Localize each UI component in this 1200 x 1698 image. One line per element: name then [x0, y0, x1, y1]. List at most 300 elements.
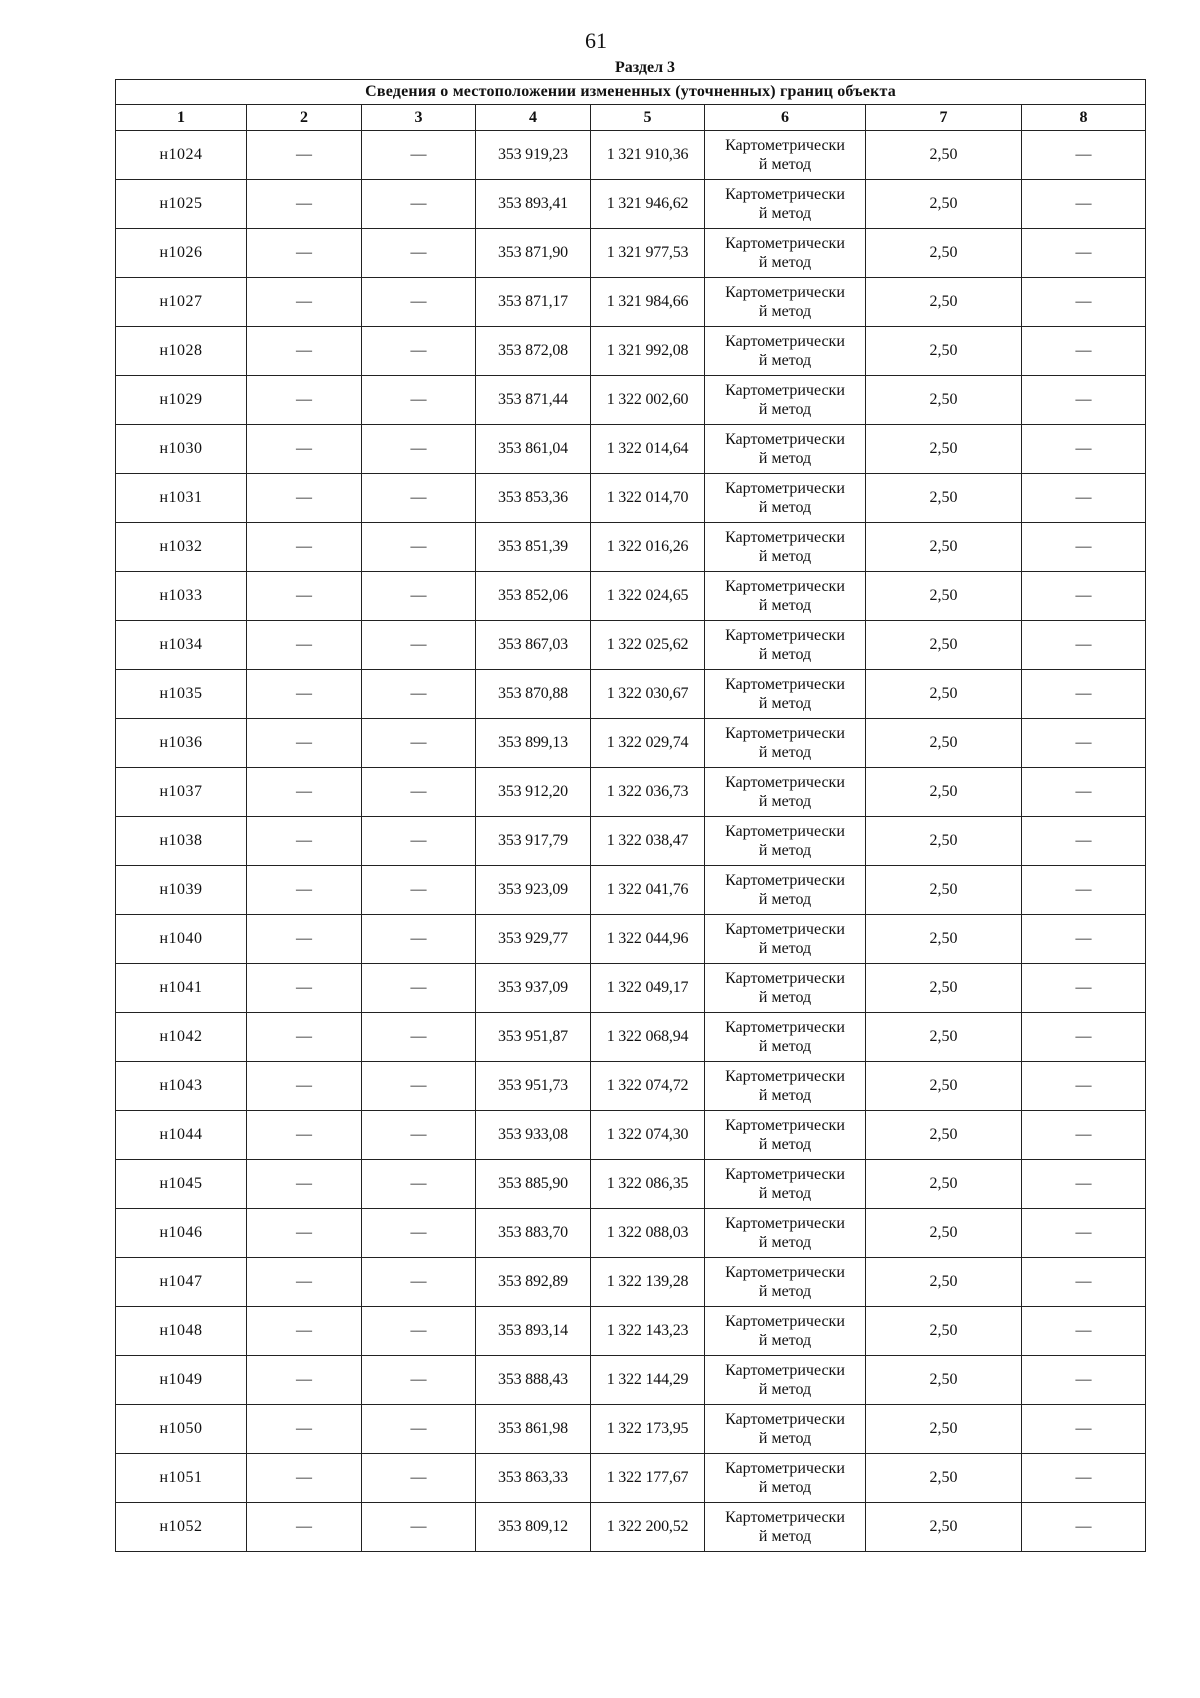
column-8-cell: —	[1022, 327, 1146, 376]
column-3-cell: —	[362, 376, 476, 425]
method-line-2: й метод	[758, 1136, 812, 1153]
y-coordinate-cell: 1 321 984,66	[591, 278, 705, 327]
column-8-cell: —	[1022, 474, 1146, 523]
y-coordinate-cell: 1 322 041,76	[591, 866, 705, 915]
x-coordinate-cell: 353 951,87	[476, 1013, 591, 1062]
x-coordinate-cell: 353 809,12	[476, 1503, 591, 1552]
method-line-2: й метод	[758, 1185, 812, 1202]
method-cell	[705, 1160, 866, 1209]
accuracy-cell: 2,50	[866, 1209, 1022, 1258]
method-line-1: Картометрически	[725, 137, 845, 154]
method-line-1: Картометрически	[725, 1362, 845, 1379]
method-line-1: Картометрически	[725, 1460, 845, 1477]
column-3-cell: —	[362, 817, 476, 866]
method-line-2: й метод	[758, 1381, 812, 1398]
method-cell	[705, 1111, 866, 1160]
table-row	[116, 866, 1146, 915]
method-line-1: Картометрически	[725, 725, 845, 742]
method-line-2: й метод	[758, 597, 812, 614]
method-line-2: й метод	[758, 940, 812, 957]
point-number-cell: н1033	[116, 572, 247, 621]
method-cell	[705, 1503, 866, 1552]
column-3-cell: —	[362, 572, 476, 621]
method-cell	[705, 1405, 866, 1454]
method-line-2: й метод	[758, 401, 812, 418]
section-title: Раздел 3	[614, 59, 676, 76]
method-cell	[705, 768, 866, 817]
table-row	[116, 1454, 1146, 1503]
accuracy-cell: 2,50	[866, 425, 1022, 474]
column-2-cell: —	[247, 621, 362, 670]
column-number: 1	[116, 105, 247, 131]
column-3-cell: —	[362, 915, 476, 964]
point-number-cell: н1047	[116, 1258, 247, 1307]
column-8-cell: —	[1022, 572, 1146, 621]
point-number-cell: н1044	[116, 1111, 247, 1160]
x-coordinate-cell: 353 919,23	[476, 131, 591, 180]
method-line-1: Картометрически	[725, 1166, 845, 1183]
column-2-cell: —	[247, 1209, 362, 1258]
table-row	[116, 915, 1146, 964]
method-line-2: й метод	[758, 695, 812, 712]
x-coordinate-cell: 353 929,77	[476, 915, 591, 964]
accuracy-cell: 2,50	[866, 1160, 1022, 1209]
table-row	[116, 180, 1146, 229]
column-8-cell: —	[1022, 866, 1146, 915]
column-number-row	[116, 105, 1146, 131]
column-3-cell: —	[362, 1356, 476, 1405]
x-coordinate-cell: 353 888,43	[476, 1356, 591, 1405]
method-line-1: Картометрически	[725, 333, 845, 350]
point-number-cell: н1036	[116, 719, 247, 768]
table-row	[116, 768, 1146, 817]
table-row	[116, 1160, 1146, 1209]
point-number-cell: н1039	[116, 866, 247, 915]
x-coordinate-cell: 353 867,03	[476, 621, 591, 670]
column-3-cell: —	[362, 1111, 476, 1160]
column-8-cell: —	[1022, 1209, 1146, 1258]
point-number-cell: н1038	[116, 817, 247, 866]
column-2-cell: —	[247, 915, 362, 964]
method-line-2: й метод	[758, 254, 812, 271]
point-number-cell: н1051	[116, 1454, 247, 1503]
column-2-cell: —	[247, 523, 362, 572]
column-2-cell: —	[247, 1013, 362, 1062]
column-8-cell: —	[1022, 768, 1146, 817]
method-cell	[705, 915, 866, 964]
column-2-cell: —	[247, 180, 362, 229]
method-line-2: й метод	[758, 744, 812, 761]
table-body	[116, 131, 1146, 1552]
column-number: 4	[476, 105, 591, 131]
point-number-cell: н1041	[116, 964, 247, 1013]
method-cell	[705, 1062, 866, 1111]
table-row	[116, 1307, 1146, 1356]
table-row	[116, 131, 1146, 180]
column-8-cell: —	[1022, 1062, 1146, 1111]
column-2-cell: —	[247, 1307, 362, 1356]
column-2-cell: —	[247, 1405, 362, 1454]
method-line-2: й метод	[758, 1038, 812, 1055]
point-number-cell: н1026	[116, 229, 247, 278]
column-3-cell: —	[362, 1405, 476, 1454]
accuracy-cell: 2,50	[866, 915, 1022, 964]
column-2-cell: —	[247, 1160, 362, 1209]
method-line-1: Картометрически	[725, 1264, 845, 1281]
y-coordinate-cell: 1 322 002,60	[591, 376, 705, 425]
column-2-cell: —	[247, 1356, 362, 1405]
method-cell	[705, 1258, 866, 1307]
column-3-cell: —	[362, 278, 476, 327]
column-3-cell: —	[362, 523, 476, 572]
y-coordinate-cell: 1 322 038,47	[591, 817, 705, 866]
accuracy-cell: 2,50	[866, 1454, 1022, 1503]
column-8-cell: —	[1022, 1503, 1146, 1552]
column-3-cell: —	[362, 670, 476, 719]
method-line-2: й метод	[758, 1087, 812, 1104]
x-coordinate-cell: 353 899,13	[476, 719, 591, 768]
point-number-cell: н1043	[116, 1062, 247, 1111]
method-cell	[705, 523, 866, 572]
table-caption: Сведения о местоположении измененных (уточненных) границ объекта	[116, 80, 1146, 105]
column-8-cell: —	[1022, 964, 1146, 1013]
accuracy-cell: 2,50	[866, 1258, 1022, 1307]
column-2-cell: —	[247, 670, 362, 719]
column-8-cell: —	[1022, 1356, 1146, 1405]
method-cell	[705, 180, 866, 229]
method-line-2: й метод	[758, 646, 812, 663]
accuracy-cell: 2,50	[866, 670, 1022, 719]
y-coordinate-cell: 1 321 910,36	[591, 131, 705, 180]
x-coordinate-cell: 353 885,90	[476, 1160, 591, 1209]
column-3-cell: —	[362, 474, 476, 523]
column-3-cell: —	[362, 425, 476, 474]
method-line-1: Картометрически	[725, 676, 845, 693]
column-8-cell: —	[1022, 621, 1146, 670]
method-line-1: Картометрически	[725, 823, 845, 840]
method-cell	[705, 964, 866, 1013]
method-line-2: й метод	[758, 303, 812, 320]
method-line-2: й метод	[758, 842, 812, 859]
y-coordinate-cell: 1 322 139,28	[591, 1258, 705, 1307]
accuracy-cell: 2,50	[866, 1356, 1022, 1405]
table-row	[116, 1503, 1146, 1552]
y-coordinate-cell: 1 322 016,26	[591, 523, 705, 572]
point-number-cell: н1040	[116, 915, 247, 964]
table-row	[116, 229, 1146, 278]
column-3-cell: —	[362, 1062, 476, 1111]
table-row	[116, 964, 1146, 1013]
method-cell	[705, 572, 866, 621]
point-number-cell: н1050	[116, 1405, 247, 1454]
method-line-1: Картометрически	[725, 529, 845, 546]
accuracy-cell: 2,50	[866, 621, 1022, 670]
x-coordinate-cell: 353 871,44	[476, 376, 591, 425]
column-2-cell: —	[247, 719, 362, 768]
method-line-2: й метод	[758, 1528, 812, 1545]
accuracy-cell: 2,50	[866, 229, 1022, 278]
x-coordinate-cell: 353 912,20	[476, 768, 591, 817]
method-cell	[705, 1454, 866, 1503]
column-2-cell: —	[247, 327, 362, 376]
column-3-cell: —	[362, 866, 476, 915]
method-cell	[705, 670, 866, 719]
method-cell	[705, 229, 866, 278]
accuracy-cell: 2,50	[866, 376, 1022, 425]
y-coordinate-cell: 1 322 044,96	[591, 915, 705, 964]
x-coordinate-cell: 353 937,09	[476, 964, 591, 1013]
column-2-cell: —	[247, 1062, 362, 1111]
point-number-cell: н1032	[116, 523, 247, 572]
method-line-2: й метод	[758, 793, 812, 810]
method-line-1: Картометрически	[725, 1068, 845, 1085]
table-row	[116, 670, 1146, 719]
method-line-1: Картометрически	[725, 186, 845, 203]
accuracy-cell: 2,50	[866, 1503, 1022, 1552]
column-8-cell: —	[1022, 131, 1146, 180]
method-line-2: й метод	[758, 989, 812, 1006]
point-number-cell: н1045	[116, 1160, 247, 1209]
column-8-cell: —	[1022, 915, 1146, 964]
x-coordinate-cell: 353 872,08	[476, 327, 591, 376]
x-coordinate-cell: 353 861,98	[476, 1405, 591, 1454]
method-line-1: Картометрически	[725, 235, 845, 252]
column-3-cell: —	[362, 1454, 476, 1503]
table-row	[116, 327, 1146, 376]
y-coordinate-cell: 1 322 024,65	[591, 572, 705, 621]
column-2-cell: —	[247, 1111, 362, 1160]
method-line-1: Картометрически	[725, 578, 845, 595]
table-row	[116, 278, 1146, 327]
method-line-1: Картометрически	[725, 284, 845, 301]
y-coordinate-cell: 1 322 177,67	[591, 1454, 705, 1503]
method-line-1: Картометрически	[725, 1019, 845, 1036]
point-number-cell: н1035	[116, 670, 247, 719]
column-2-cell: —	[247, 964, 362, 1013]
column-3-cell: —	[362, 621, 476, 670]
method-line-1: Картометрически	[725, 1215, 845, 1232]
column-2-cell: —	[247, 425, 362, 474]
accuracy-cell: 2,50	[866, 719, 1022, 768]
boundary-table	[115, 79, 1146, 1552]
column-number: 8	[1022, 105, 1146, 131]
point-number-cell: н1049	[116, 1356, 247, 1405]
table-row	[116, 1405, 1146, 1454]
method-line-2: й метод	[758, 352, 812, 369]
column-number: 6	[705, 105, 866, 131]
column-3-cell: —	[362, 1209, 476, 1258]
column-8-cell: —	[1022, 180, 1146, 229]
method-line-1: Картометрически	[725, 431, 845, 448]
column-3-cell: —	[362, 1160, 476, 1209]
column-8-cell: —	[1022, 670, 1146, 719]
point-number-cell: н1028	[116, 327, 247, 376]
y-coordinate-cell: 1 322 143,23	[591, 1307, 705, 1356]
column-8-cell: —	[1022, 229, 1146, 278]
column-8-cell: —	[1022, 719, 1146, 768]
column-8-cell: —	[1022, 1160, 1146, 1209]
method-cell	[705, 1307, 866, 1356]
y-coordinate-cell: 1 322 173,95	[591, 1405, 705, 1454]
column-2-cell: —	[247, 1258, 362, 1307]
column-2-cell: —	[247, 131, 362, 180]
x-coordinate-cell: 353 893,14	[476, 1307, 591, 1356]
method-line-2: й метод	[758, 1283, 812, 1300]
column-8-cell: —	[1022, 1258, 1146, 1307]
method-cell	[705, 866, 866, 915]
column-3-cell: —	[362, 1307, 476, 1356]
column-2-cell: —	[247, 1503, 362, 1552]
method-line-2: й метод	[758, 1479, 812, 1496]
method-line-1: Картометрически	[725, 970, 845, 987]
column-8-cell: —	[1022, 1013, 1146, 1062]
column-3-cell: —	[362, 131, 476, 180]
method-cell	[705, 1209, 866, 1258]
point-number-cell: н1052	[116, 1503, 247, 1552]
column-2-cell: —	[247, 866, 362, 915]
method-cell	[705, 1356, 866, 1405]
method-line-1: Картометрически	[725, 1117, 845, 1134]
y-coordinate-cell: 1 322 068,94	[591, 1013, 705, 1062]
y-coordinate-cell: 1 322 144,29	[591, 1356, 705, 1405]
point-number-cell: н1037	[116, 768, 247, 817]
x-coordinate-cell: 353 933,08	[476, 1111, 591, 1160]
point-number-cell: н1025	[116, 180, 247, 229]
table-row	[116, 474, 1146, 523]
x-coordinate-cell: 353 893,41	[476, 180, 591, 229]
point-number-cell: н1034	[116, 621, 247, 670]
accuracy-cell: 2,50	[866, 327, 1022, 376]
point-number-cell: н1027	[116, 278, 247, 327]
point-number-cell: н1042	[116, 1013, 247, 1062]
y-coordinate-cell: 1 322 030,67	[591, 670, 705, 719]
method-cell	[705, 278, 866, 327]
point-number-cell: н1029	[116, 376, 247, 425]
accuracy-cell: 2,50	[866, 1013, 1022, 1062]
y-coordinate-cell: 1 322 014,64	[591, 425, 705, 474]
method-line-1: Картометрически	[725, 382, 845, 399]
accuracy-cell: 2,50	[866, 768, 1022, 817]
table-row	[116, 719, 1146, 768]
accuracy-cell: 2,50	[866, 278, 1022, 327]
method-cell	[705, 131, 866, 180]
x-coordinate-cell: 353 917,79	[476, 817, 591, 866]
method-line-1: Картометрически	[725, 627, 845, 644]
method-line-2: й метод	[758, 156, 812, 173]
accuracy-cell: 2,50	[866, 817, 1022, 866]
x-coordinate-cell: 353 871,17	[476, 278, 591, 327]
point-number-cell: н1046	[116, 1209, 247, 1258]
column-3-cell: —	[362, 1503, 476, 1552]
table-row	[116, 1013, 1146, 1062]
page-number: 61	[585, 28, 607, 53]
accuracy-cell: 2,50	[866, 1307, 1022, 1356]
point-number-cell: н1048	[116, 1307, 247, 1356]
method-cell	[705, 474, 866, 523]
y-coordinate-cell: 1 322 074,72	[591, 1062, 705, 1111]
table-row	[116, 1209, 1146, 1258]
y-coordinate-cell: 1 322 029,74	[591, 719, 705, 768]
column-2-cell: —	[247, 768, 362, 817]
table-caption-row	[116, 80, 1146, 105]
y-coordinate-cell: 1 322 086,35	[591, 1160, 705, 1209]
table-row	[116, 523, 1146, 572]
table-row	[116, 621, 1146, 670]
table-row	[116, 1062, 1146, 1111]
column-3-cell: —	[362, 1013, 476, 1062]
x-coordinate-cell: 353 892,89	[476, 1258, 591, 1307]
column-2-cell: —	[247, 817, 362, 866]
column-8-cell: —	[1022, 817, 1146, 866]
column-8-cell: —	[1022, 1405, 1146, 1454]
y-coordinate-cell: 1 322 025,62	[591, 621, 705, 670]
y-coordinate-cell: 1 322 036,73	[591, 768, 705, 817]
column-8-cell: —	[1022, 278, 1146, 327]
x-coordinate-cell: 353 863,33	[476, 1454, 591, 1503]
column-8-cell: —	[1022, 523, 1146, 572]
column-2-cell: —	[247, 474, 362, 523]
column-3-cell: —	[362, 964, 476, 1013]
method-cell	[705, 817, 866, 866]
method-cell	[705, 621, 866, 670]
method-line-2: й метод	[758, 891, 812, 908]
method-line-1: Картометрически	[725, 774, 845, 791]
method-line-1: Картометрически	[725, 1509, 845, 1526]
x-coordinate-cell: 353 852,06	[476, 572, 591, 621]
column-3-cell: —	[362, 229, 476, 278]
method-line-2: й метод	[758, 1430, 812, 1447]
column-8-cell: —	[1022, 425, 1146, 474]
accuracy-cell: 2,50	[866, 964, 1022, 1013]
y-coordinate-cell: 1 322 074,30	[591, 1111, 705, 1160]
accuracy-cell: 2,50	[866, 1062, 1022, 1111]
column-number: 5	[591, 105, 705, 131]
accuracy-cell: 2,50	[866, 572, 1022, 621]
accuracy-cell: 2,50	[866, 523, 1022, 572]
column-8-cell: —	[1022, 1111, 1146, 1160]
column-2-cell: —	[247, 278, 362, 327]
column-3-cell: —	[362, 1258, 476, 1307]
accuracy-cell: 2,50	[866, 1111, 1022, 1160]
column-8-cell: —	[1022, 1307, 1146, 1356]
column-number: 7	[866, 105, 1022, 131]
y-coordinate-cell: 1 322 088,03	[591, 1209, 705, 1258]
table-row	[116, 425, 1146, 474]
table-row	[116, 572, 1146, 621]
column-number: 3	[362, 105, 476, 131]
column-number: 2	[247, 105, 362, 131]
column-3-cell: —	[362, 719, 476, 768]
point-number-cell: н1031	[116, 474, 247, 523]
table-row	[116, 1356, 1146, 1405]
x-coordinate-cell: 353 883,70	[476, 1209, 591, 1258]
x-coordinate-cell: 353 851,39	[476, 523, 591, 572]
method-cell	[705, 327, 866, 376]
x-coordinate-cell: 353 853,36	[476, 474, 591, 523]
table-row	[116, 1258, 1146, 1307]
column-3-cell: —	[362, 180, 476, 229]
accuracy-cell: 2,50	[866, 1405, 1022, 1454]
table-row	[116, 376, 1146, 425]
column-3-cell: —	[362, 768, 476, 817]
accuracy-cell: 2,50	[866, 474, 1022, 523]
method-line-2: й метод	[758, 1234, 812, 1251]
y-coordinate-cell: 1 322 049,17	[591, 964, 705, 1013]
method-line-1: Картометрически	[725, 1313, 845, 1330]
method-line-1: Картометрически	[725, 480, 845, 497]
method-line-1: Картометрически	[725, 921, 845, 938]
column-2-cell: —	[247, 229, 362, 278]
